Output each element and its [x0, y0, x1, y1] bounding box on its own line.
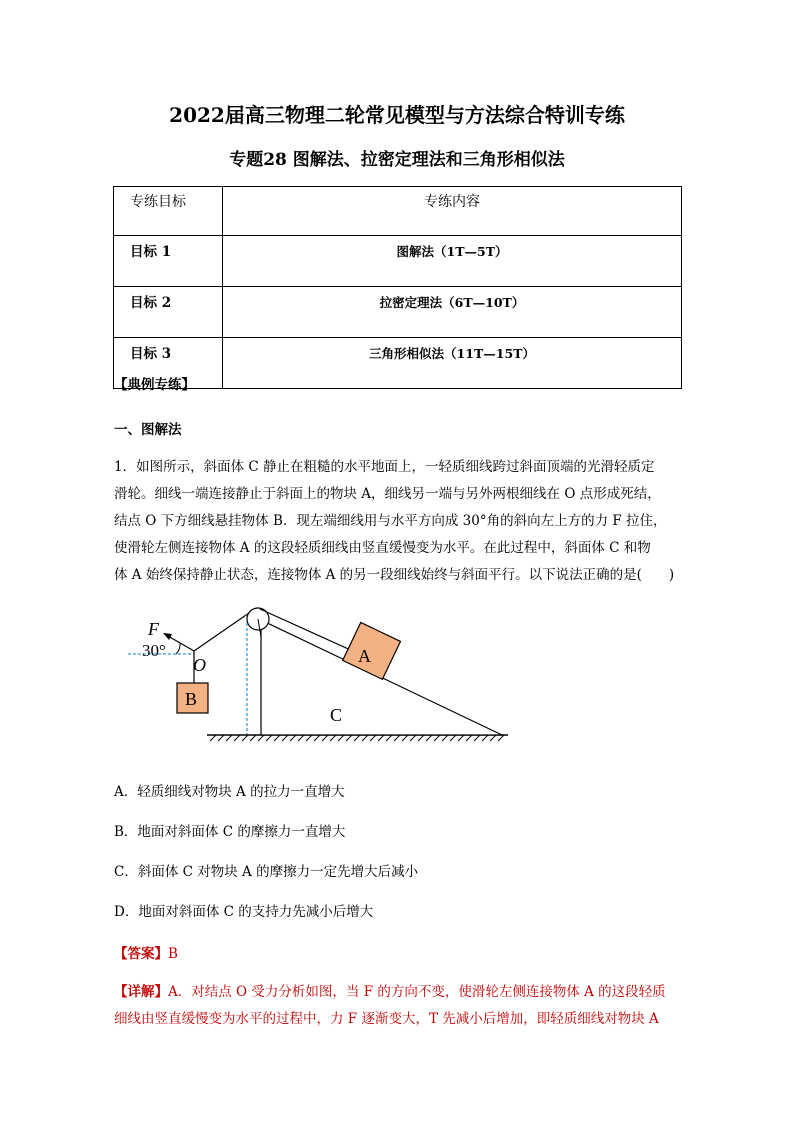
explanation	[114, 979, 684, 1033]
table-row	[114, 236, 682, 287]
section-label: 【典例专练】	[114, 377, 195, 393]
table-cell-goal: 目标 3	[114, 338, 223, 389]
question-text	[114, 454, 684, 589]
label-c: C	[330, 705, 343, 725]
table-cell-goal: 目标 1	[114, 236, 223, 287]
table-row	[114, 287, 682, 338]
question-line: 体 A 始终保持静止状态，连接物体 A 的另一段细线始终与斜面平行。以下说法正确的是( )	[114, 567, 675, 583]
label-b: B	[185, 689, 198, 709]
question-line: 使滑轮左侧连接物体 A 的这段轻质细线由竖直缓慢变为水平。在此过程中，斜面体 C 和物	[114, 540, 651, 556]
table-cell-content: 图解法（1T—5T）	[223, 236, 682, 287]
table-row	[114, 338, 682, 389]
option-a: A．轻质细线对物块 A 的拉力一直增大	[114, 784, 345, 800]
question-line: 结点 O 下方细线悬挂物体 B．现左端细线用与水平方向成 30°角的斜向左上方的力 F 拉住，	[114, 513, 667, 529]
section-heading: 一、图解法	[114, 422, 182, 438]
label-f: F	[148, 619, 159, 639]
table-header-goal: 专练目标	[114, 187, 223, 236]
table-cell-content: 拉密定理法（6T—10T）	[223, 287, 682, 338]
option-d: D．地面对斜面体 C 的支持力先减小后增大	[114, 904, 374, 920]
table-header-row	[114, 187, 682, 236]
ground-hatching	[210, 735, 504, 741]
explanation-text: A．对结点 O 受力分析如图，当 F 的方向不变，使滑轮左侧连接物体 A 的这段轻质	[168, 984, 666, 1000]
goals-table	[113, 186, 682, 389]
label-angle: 30°	[142, 641, 166, 660]
explanation-line: 细线由竖直缓慢变为水平的过程中，力 F 逐渐变大，T 先减小后增加，即轻质细线对物块 A	[114, 1011, 659, 1027]
label-a: A	[358, 646, 371, 666]
table-cell-content: 三角形相似法（11T—15T）	[223, 338, 682, 389]
page-title: 2022届高三物理二轮常见模型与方法综合特训专练	[169, 103, 625, 127]
explanation-label: 【详解】	[114, 984, 168, 1000]
option-c: C．斜面体 C 对物块 A 的摩擦力一定先增大后减小	[114, 864, 419, 880]
table-cell-goal: 目标 2	[114, 287, 223, 338]
force-f-line	[168, 636, 194, 651]
label-o: O	[193, 655, 206, 675]
angle-arc	[176, 643, 180, 654]
force-f-arrowhead	[163, 633, 172, 640]
option-b: B．地面对斜面体 C 的摩擦力一直增大	[114, 824, 346, 840]
explanation-line	[114, 979, 684, 1006]
string-o-to-pulley	[194, 613, 249, 651]
answer-label: 【答案】	[114, 946, 168, 962]
table-header-content: 专练内容	[223, 187, 682, 236]
answer-line	[114, 942, 178, 962]
physics-diagram	[110, 605, 530, 750]
question-line: 1．如图所示，斜面体 C 静止在粗糙的水平地面上，一轻质细线跨过斜面顶端的光滑轻质定	[114, 459, 655, 475]
answer-value: B	[168, 946, 178, 962]
page-subtitle: 专题28 图解法、拉密定理法和三角形相似法	[229, 150, 565, 170]
question-line: 滑轮。细线一端连接静止于斜面上的物块 A，细线另一端与另外两根细线在 O 点形成死结，	[114, 486, 661, 502]
